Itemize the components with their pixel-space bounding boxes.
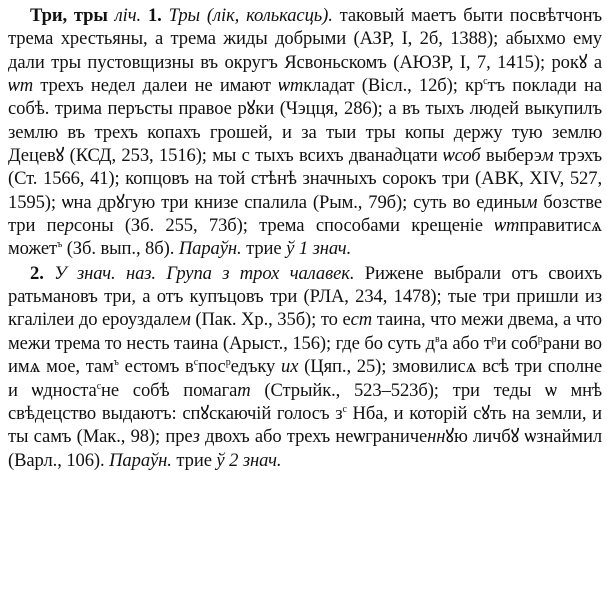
superscript-letter: с — [342, 403, 347, 415]
text-fragment: пос — [198, 356, 226, 378]
sense-1-paragraph — [8, 4, 602, 261]
italic-fragment: Параўн. — [109, 449, 172, 471]
sense-1-number: 1. — [147, 5, 162, 26]
text-fragment: тъ поклади на собѣ. трима перъсты правое рꙋки (Чэцця, 286); а въ тыхъ людей выкупилъ землю въ трехъ копахъ грошей, и за тыи тры копы держу тую землю Децевꙋ (КСД, 253, 1516); мы с тыхъ всихъ двана — [8, 75, 603, 167]
text-fragment: таковый маетъ быти посвѣтчонъ трема хрестьяны, а трема жиды добрыми (АЗР, I, 2б, 1388); абыхмо ему дали тры пустовщизны въ округъ Ясвоньскомъ (АЮЗР, I, 7, 1415); рокꙋ а — [8, 5, 602, 73]
headword: Три, тры — [30, 5, 108, 26]
italic-fragment: м — [541, 145, 554, 167]
italic-fragment: Параўн. — [178, 238, 242, 260]
italic-fragment: нн — [427, 426, 446, 448]
text-fragment: не собѣ помага — [101, 379, 238, 401]
text-fragment: и соб — [496, 332, 538, 354]
italic-fragment: их — [281, 356, 299, 378]
italic-fragment: т — [237, 379, 251, 401]
text-fragment: трие — [171, 449, 217, 471]
italic-fragment: ѡсоб — [442, 145, 481, 167]
text-fragment: трие — [241, 238, 287, 260]
sense-2-definition: У знач. наз. Група з трох чалавек. — [54, 262, 355, 284]
superscript-letter: р — [491, 333, 497, 345]
italic-fragment: з — [192, 426, 200, 448]
part-of-speech: ліч. — [114, 5, 142, 26]
text-fragment: а або т — [439, 332, 492, 354]
text-fragment: правитисѧ может — [8, 215, 602, 260]
text-fragment: таина, что межи двема, а что межи трема то несть таина (Арыст., 156); где бо суть д — [8, 309, 603, 354]
text-fragment: соны (Зб. 255, 73б); трема способами крещеніе — [73, 215, 495, 237]
superscript-letter: ъ — [57, 239, 63, 251]
text-fragment: трехъ недел далеи не имают — [33, 75, 279, 97]
superscript-letter: с — [483, 76, 488, 88]
text-fragment: (Цяп., 25); змовилисѧ всѣ три сполне и ѡдноста — [8, 356, 602, 401]
italic-fragment: д — [392, 145, 403, 167]
italic-fragment: ѡт — [8, 75, 34, 97]
sense-1-body — [8, 5, 602, 259]
italic-fragment: ў 2 знач. — [216, 449, 282, 471]
italic-fragment: м — [178, 309, 191, 331]
sense-2-body — [8, 263, 602, 471]
text-fragment: двохъ або трехъ неѡграниче — [199, 426, 428, 448]
superscript-letter: р — [225, 357, 231, 369]
text-fragment: ꙋю личбꙋ ѡзнаймил (Варл., 106). — [8, 426, 602, 471]
superscript-letter: с — [96, 380, 102, 392]
text-fragment: (Пак. Хр., 35б); то е — [190, 309, 351, 331]
text-fragment: выберэ — [480, 145, 542, 167]
text-fragment: (Стрыйк., 523–523б); три теды ѡ мнѣ свѣдецство выдаютъ: спꙋскаючій голосъ з — [8, 379, 602, 424]
text-fragment: Рижене выбрали отъ своихъ ратьмановъ три, а отъ купъцовъ три (РЛА, 234, 1478); тые три пришли из кгалілеи до ероуздале — [8, 262, 602, 331]
italic-fragment: ў 1 знач. — [286, 238, 352, 260]
superscript-letter: р — [537, 333, 543, 345]
superscript-letter: в — [434, 333, 440, 345]
text-fragment: рани во имѧ мое, там — [8, 332, 603, 378]
text-fragment: цати — [402, 145, 443, 167]
text-fragment: трэхъ (Ст. 1566, 41); копцовъ на той стѣнѣ значныхъ сорокъ три (АВК, XIV, 527, 1595); ѡна дрꙋгую три книзе спалила (Рым., 79б); суть во едины — [8, 145, 602, 213]
text-fragment: (Зб. вып., 8б). — [62, 238, 179, 260]
text-fragment: естомъ в — [118, 356, 194, 378]
italic-fragment: м — [525, 191, 538, 213]
superscript-letter: ъ — [113, 357, 119, 369]
text-fragment: едъку — [230, 356, 282, 378]
sense-2-number: 2. — [30, 262, 44, 284]
italic-fragment: ѡт — [494, 215, 520, 237]
text-fragment: Нба, и которій сꙋть на земли, и ты самъ (Мак., 98); пре — [8, 402, 602, 448]
italic-fragment: ст — [350, 309, 373, 331]
text-fragment: бозстве три пе — [8, 191, 602, 237]
sense-1-definition: Тры (лік, колькасць). — [168, 5, 333, 26]
italic-fragment: р — [64, 215, 74, 237]
dictionary-entry — [8, 4, 602, 472]
italic-fragment: ѡт — [278, 75, 304, 97]
superscript-letter: с — [193, 357, 199, 369]
text-fragment: кладат (Віcл., 12б); кр — [303, 75, 484, 97]
sense-2-paragraph — [8, 262, 602, 472]
